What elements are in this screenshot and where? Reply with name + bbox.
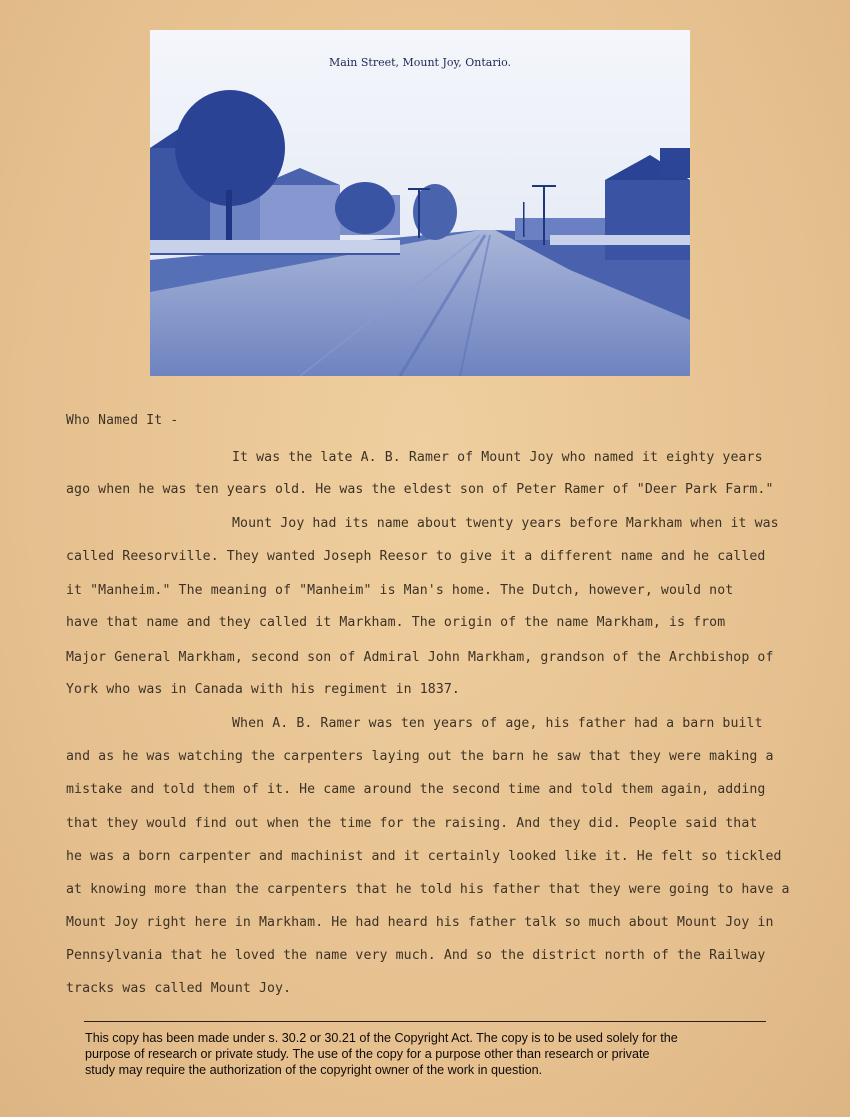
photo-caption: Main Street, Mount Joy, Ontario. xyxy=(328,56,512,69)
text-line: mistake and told them of it. He came around the second time and told them again, adding xyxy=(66,782,766,797)
text-line: Mount Joy had its name about twenty years before Markham when it was xyxy=(232,516,779,531)
text-line: It was the late A. B. Ramer of Mount Joy who named it eighty years xyxy=(232,450,763,465)
text-line: and as he was watching the carpenters laying out the barn he saw that they were making a xyxy=(66,749,774,764)
text-line: ago when he was ten years old. He was the eldest son of Peter Ramer of "Deer Park Farm." xyxy=(66,482,774,497)
copyright-notice xyxy=(85,1030,785,1078)
text-line: When A. B. Ramer was ten years of age, his father had a barn built xyxy=(232,716,763,731)
text-line: have that name and they called it Markham. The origin of the name Markham, is from xyxy=(66,615,726,630)
text-line: Pennsylvania that he loved the name very much. And so the district north of the Railway xyxy=(66,948,766,963)
section-heading: Who Named It - xyxy=(66,413,179,428)
text-line: he was a born carpenter and machinist and it certainly looked like it. He felt so tickled xyxy=(66,849,782,864)
notice-line: purpose of research or private study. The use of the copy for a purpose other than research or private xyxy=(85,1047,650,1061)
text-line: Major General Markham, second son of Admiral John Markham, grandson of the Archbishop of xyxy=(66,650,774,665)
notice-line: This copy has been made under s. 30.2 or 30.21 of the Copyright Act. The copy is to be used solely for the xyxy=(85,1031,678,1045)
text-line: York who was in Canada with his regiment in 1837. xyxy=(66,682,460,697)
street-scene-image xyxy=(150,30,690,376)
text-line: called Reesorville. They wanted Joseph Reesor to give it a different name and he called xyxy=(66,549,766,564)
text-line: Mount Joy right here in Markham. He had heard his father talk so much about Mount Joy in xyxy=(66,915,774,930)
street-photo xyxy=(150,30,690,376)
text-line: it "Manheim." The meaning of "Manheim" is Man's home. The Dutch, however, would not xyxy=(66,583,734,598)
text-line: at knowing more than the carpenters that he told his father that they were going to have a xyxy=(66,882,790,897)
text-line: tracks was called Mount Joy. xyxy=(66,981,292,996)
notice-line: study may require the authorization of the copyright owner of the work in question. xyxy=(85,1063,543,1077)
divider-rule xyxy=(84,1021,766,1022)
text-line: that they would find out when the time for the raising. And they did. People said that xyxy=(66,816,758,831)
